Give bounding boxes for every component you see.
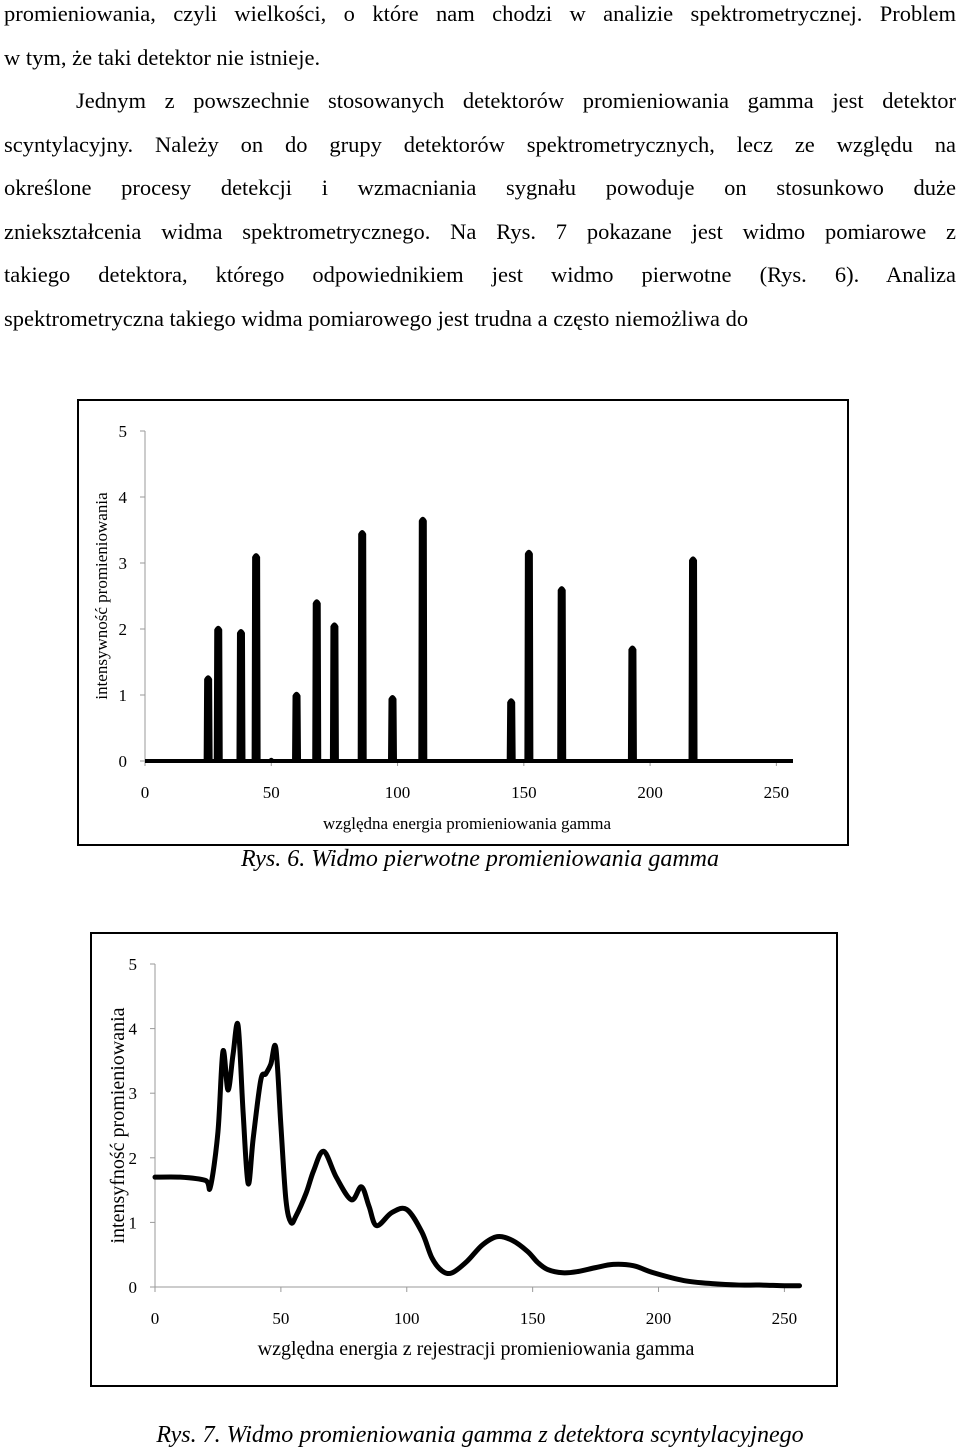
- y-tick-label: 1: [128, 1213, 137, 1233]
- x-axis-title: względna energia z rejestracji promieniowania gamma: [257, 1338, 695, 1360]
- x-tick-label: 150: [511, 783, 537, 802]
- y-tick-label: 3: [118, 554, 127, 573]
- x-tick-label: 100: [394, 1309, 420, 1328]
- y-tick-label: 1: [118, 686, 127, 705]
- text-line: takiego detektora, którego odpowiednikiem jest widmo pierwotne (Rys. 6). Analiza: [4, 262, 956, 287]
- y-tick-label: 0: [118, 752, 127, 771]
- y-axis-title: intensyfność promieniowania: [107, 1007, 129, 1244]
- x-tick-label: 0: [140, 783, 150, 802]
- x-tick-label: 250: [771, 1309, 798, 1328]
- y-tick-label: 4: [128, 1019, 137, 1039]
- x-tick-label: 50: [272, 1309, 290, 1328]
- x-tick-label: 200: [637, 783, 663, 802]
- text-line: scyntylacyjny. Należy on do grupy detektorów spektrometrycznych, lecz ze względu na: [4, 131, 956, 157]
- x-tick-label: 200: [645, 1309, 672, 1328]
- y-tick-label: 5: [118, 422, 127, 441]
- x-tick-label: 150: [519, 1309, 546, 1328]
- body-text: [4, 0, 956, 340]
- text-line: w tym, że taki detektor nie istnieje.: [4, 44, 321, 70]
- x-tick-label: 100: [384, 783, 411, 802]
- x-tick-label: 50: [262, 783, 280, 802]
- figure-7-frame: [90, 932, 838, 1387]
- y-tick-label: 5: [128, 955, 137, 974]
- x-tick-label: 250: [763, 783, 790, 802]
- y-tick-label: 4: [118, 488, 127, 507]
- y-tick-label: 2: [118, 620, 127, 639]
- figure-6-caption: Rys. 6. Widmo pierwotne promieniowania gamma: [241, 846, 719, 872]
- text-line: promieniowania, czyli wielkości, o które nam chodzi w analizie spektrometrycznej. Problem: [4, 1, 956, 26]
- text-line: określone procesy detekcji i wzmacniania sygnału powoduje on stosunkowo duże: [4, 175, 956, 200]
- text-line: Jednym z powszechnie stosowanych detektorów promieniowania gamma jest detektor: [76, 88, 956, 113]
- figure-6-frame: [77, 399, 849, 846]
- y-tick-label: 2: [128, 1148, 137, 1168]
- y-axis-title: intensywność promieniowania: [92, 492, 111, 700]
- text-line: zniekształcenia widma spektrometrycznego. Na Rys. 7 pokazane jest widmo pomiarowe z: [4, 218, 956, 244]
- x-tick-label: 0: [150, 1309, 160, 1328]
- figure-7-caption: Rys. 7. Widmo promieniowania gamma z detektora scyntylacyjnego: [156, 1422, 804, 1448]
- x-axis-title: względna energia promieniowania gamma: [322, 814, 612, 833]
- y-tick-label: 0: [128, 1278, 137, 1297]
- text-line: spektrometryczna takiego widma pomiarowego jest trudna a często niemożliwa do: [4, 305, 749, 331]
- y-tick-label: 3: [128, 1084, 137, 1104]
